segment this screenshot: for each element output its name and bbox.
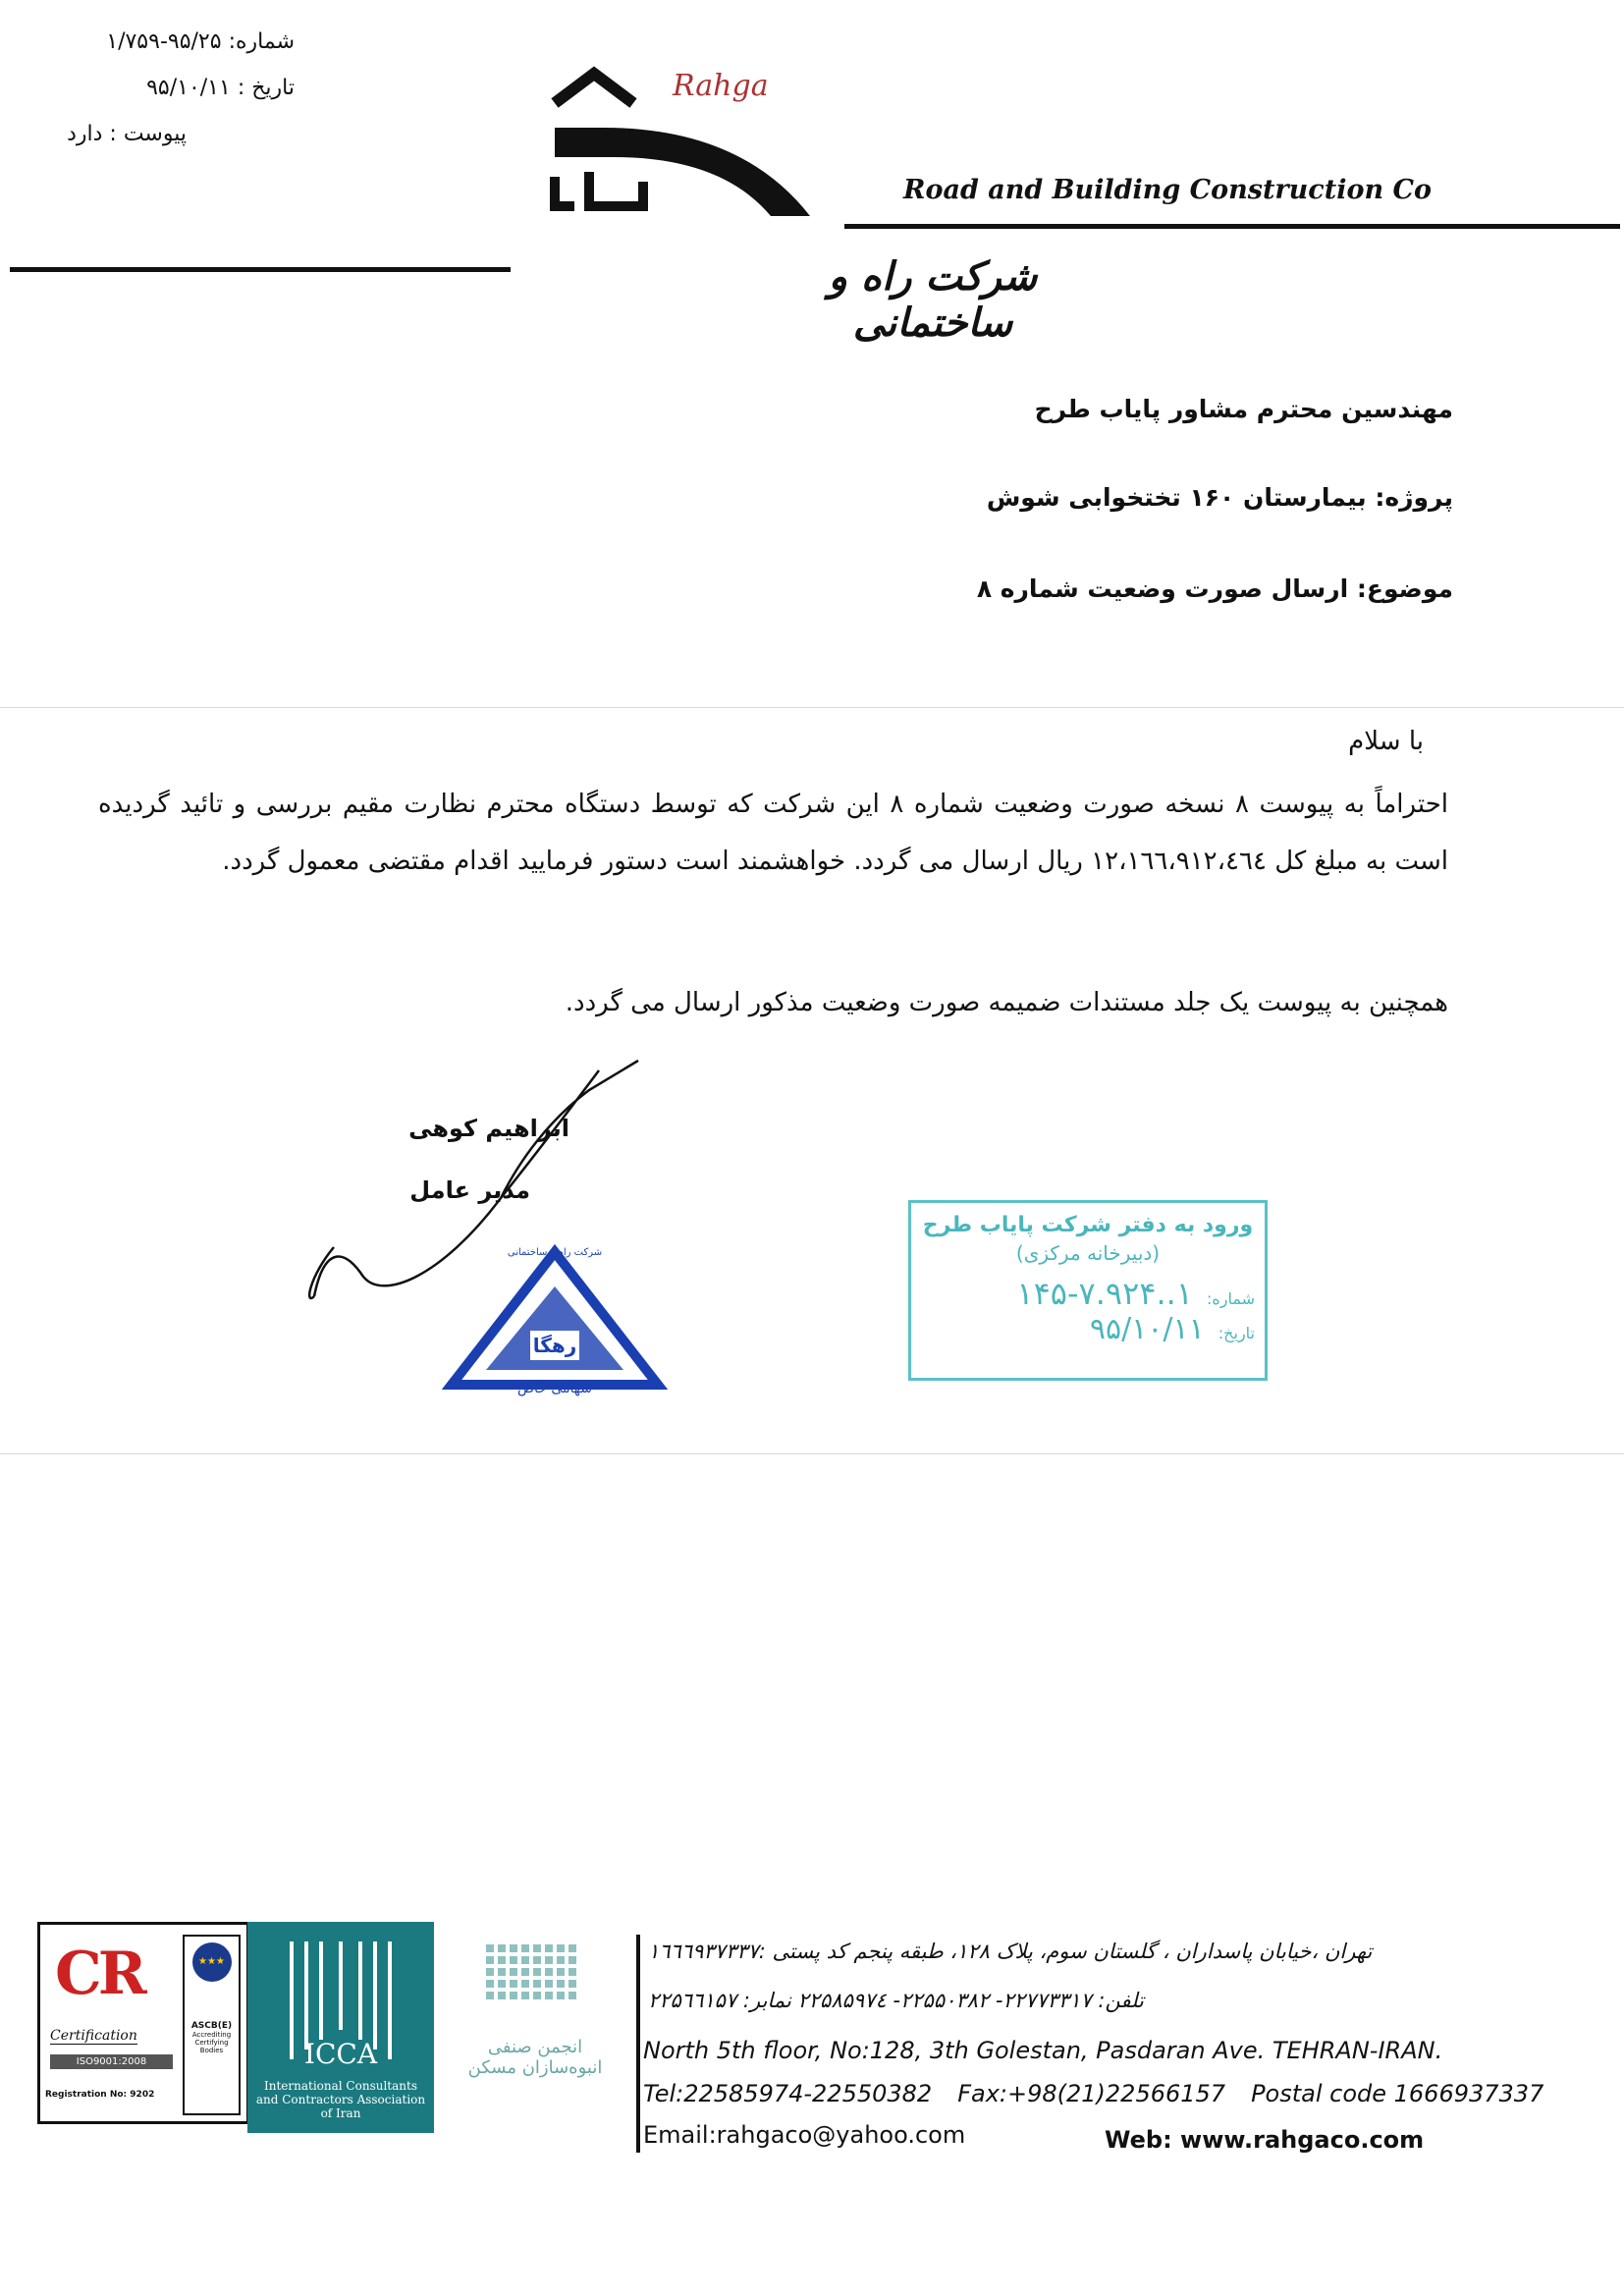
header-rule-left bbox=[10, 267, 511, 272]
icca-short: ICCA bbox=[303, 2038, 378, 2070]
letter-date-label: تاریخ : bbox=[237, 76, 295, 100]
company-seal bbox=[432, 1237, 677, 1404]
company-logo bbox=[535, 59, 830, 231]
cert-logo: CR bbox=[55, 1940, 143, 2008]
buildings-grid-icon bbox=[476, 1935, 653, 2023]
company-name-en: Road and Building Construction Co bbox=[903, 175, 1432, 205]
seal-center-text: رهگا bbox=[532, 1334, 577, 1357]
stamp-number-value: ۱..۱۴۵-۷.۹۲۴ bbox=[1016, 1275, 1193, 1312]
stamp-date-row bbox=[911, 1312, 1265, 1346]
subject-heading: موضوع: ارسال صورت وضعیت شماره ۸ bbox=[976, 574, 1453, 603]
stamp-line1: ورود به دفتر شرکت پایاب طرح bbox=[922, 1213, 1254, 1237]
letter-attachment bbox=[39, 122, 187, 146]
paper-fold-line bbox=[0, 1453, 1624, 1454]
recipient-heading: مهندسین محترم مشاور پایاب طرح bbox=[1034, 395, 1453, 423]
company-seal-icon bbox=[432, 1237, 677, 1404]
cert-label: Certification bbox=[50, 2028, 137, 2044]
letter-attachment-label: پیوست : bbox=[109, 122, 187, 146]
project-heading: پروژه: بیمارستان ۱۶۰ تختخوابی شوش bbox=[986, 483, 1453, 512]
asc-title: ASCB(E) bbox=[190, 2021, 233, 2031]
contact-line bbox=[643, 2080, 1615, 2107]
seal-ring-text: شرکت راه و ساختمانی bbox=[507, 1247, 603, 1258]
paper-fold-line bbox=[0, 707, 1624, 708]
address-fa: تهران ،خیابان پاسداران ، گلستان سوم، پلاک ۱۲۸، طبقه پنجم کد پستی :۱٦٦٦۹۳۷۳۳۷ bbox=[648, 1940, 1373, 1963]
stamp-date-label: تاریخ: bbox=[1218, 1324, 1255, 1342]
tel-en: Tel:22585974-22550382 bbox=[643, 2080, 933, 2107]
eu-stars-icon: ★★★ bbox=[192, 1942, 232, 1982]
letter-date-value: ۹۵/۱۰/۱۱ bbox=[146, 76, 231, 100]
receipt-stamp bbox=[908, 1200, 1268, 1381]
registration-label: Registration No: 9202 bbox=[45, 2090, 155, 2100]
company-name-fa: شرکت راه و ساختمانی bbox=[828, 253, 1038, 346]
assoc-line2: انبوه‌سازان مسکن bbox=[467, 2057, 603, 2078]
stamp-number-label: شماره: bbox=[1206, 1289, 1255, 1308]
letter-attachment-value: دارد bbox=[67, 122, 103, 146]
stamp-date-value: ۹۵/۱۰/۱۱ bbox=[1089, 1312, 1205, 1346]
postal-en: Postal code 1666937337 bbox=[1251, 2080, 1544, 2107]
email-link[interactable]: Email:rahgaco@yahoo.com bbox=[643, 2121, 966, 2149]
asc-sub: Accrediting Certifying Bodies bbox=[191, 2031, 232, 2054]
phones-fa: تلفن: ۲۲۷۷۳۳۱۷- ۲۲۵۵۰۳۸۲- ۲۲۵۸۵۹۷٤ نمابر: ۲۲۵٦٦۱۵۷ bbox=[648, 1989, 1144, 2012]
seal-bottom-text: سهامی خاص bbox=[517, 1381, 592, 1396]
reference-block bbox=[39, 29, 295, 146]
body-second-line: همچنین به پیوست یک جلد مستندات ضمیمه صورت وضعیت مذکور ارسال می گردد. bbox=[565, 988, 1448, 1017]
footer-divider bbox=[636, 1935, 640, 2153]
body-paragraph: احتراماً به پیوست ۸ نسخه صورت وضعیت شماره ۸ این شرکت که توسط دستگاه محترم نظارت مقیم بررسی و تائید گردیده است به مبلغ کل ۱۲،۱٦٦،۹۱۲،٤٦٤ ریال ارسال می گردد. خواهشمند است دستور فرمایید اقدام مقتضی معمول گردد. bbox=[98, 790, 1448, 876]
logo-latin-word: Rahga bbox=[673, 69, 769, 103]
greeting: با سلام bbox=[1348, 727, 1424, 756]
cert-badge bbox=[37, 1922, 249, 2124]
fax-en: Fax:+98(21)22566157 bbox=[957, 2080, 1226, 2107]
stamp-line2: (دبیرخانه مرکزی) bbox=[1015, 1241, 1161, 1265]
letter-number-value: ۹۵/۲۵-۱/۷۵۹ bbox=[106, 29, 222, 54]
icca-badge bbox=[247, 1922, 434, 2133]
signer-name: ابراهیم کوهی bbox=[408, 1115, 569, 1142]
header-rule-right bbox=[844, 224, 1620, 229]
web-link[interactable]: Web: www.rahgaco.com bbox=[1105, 2126, 1425, 2154]
signer-title: مدیر عامل bbox=[409, 1176, 530, 1204]
address-en: North 5th floor, No:128, 3th Golestan, Pasdaran Ave. TEHRAN-IRAN. bbox=[643, 2037, 1443, 2064]
iso-label: ISO9001:2008 bbox=[50, 2054, 173, 2069]
letter-number bbox=[39, 29, 295, 54]
stamp-number-row bbox=[911, 1275, 1265, 1312]
assoc-badge bbox=[447, 1935, 623, 2111]
letter-date bbox=[39, 76, 295, 100]
assoc-line1: انجمن صنفی bbox=[487, 2037, 583, 2057]
icca-full: International Consultants and Contractors Association of Iran bbox=[255, 2079, 426, 2120]
letter-number-label: شماره: bbox=[228, 29, 295, 54]
asc-badge bbox=[183, 1935, 241, 2115]
